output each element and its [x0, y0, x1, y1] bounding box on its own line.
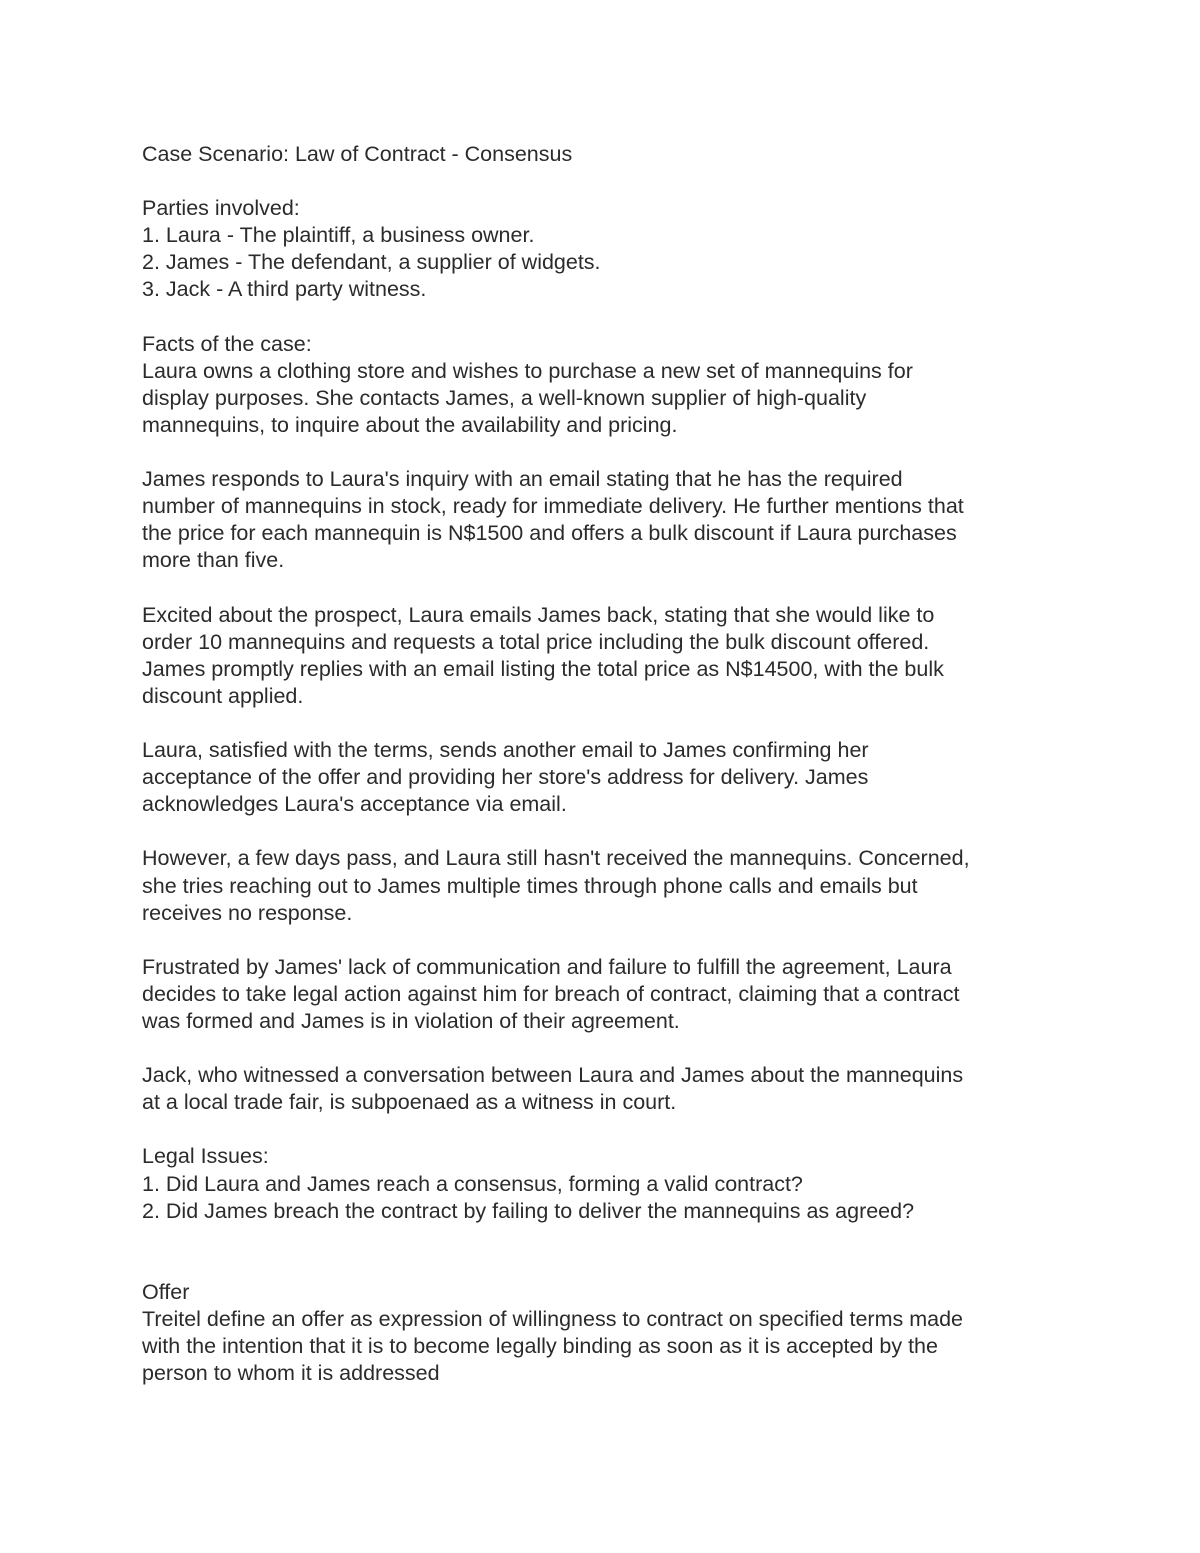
offer-section — [142, 1279, 1082, 1387]
facts-paragraph-6 — [142, 954, 1082, 1035]
paragraph-line: Frustrated by James' lack of communication and failure to fulfill the agreement, Laura — [142, 954, 952, 979]
paragraph-line: Laura, satisfied with the terms, sends another email to James confirming her — [142, 738, 869, 763]
paragraph-line: Excited about the prospect, Laura emails James back, stating that she would like to — [142, 602, 935, 627]
party-item: 2. James - The defendant, a supplier of widgets. — [142, 250, 601, 275]
facts-heading: Facts of the case: — [142, 331, 312, 356]
paragraph-line: she tries reaching out to James multiple times through phone calls and emails but — [142, 873, 918, 898]
paragraph-line: Treitel define an offer as expression of willingness to contract on specified terms made — [142, 1307, 963, 1332]
paragraph-line: at a local trade fair, is subpoenaed as a witness in court. — [142, 1090, 677, 1115]
paragraph-line: decides to take legal action against him for breach of contract, claiming that a contract — [142, 981, 960, 1006]
facts-paragraph-3 — [142, 602, 1082, 710]
facts-paragraph-1 — [142, 331, 1082, 439]
paragraph-line: more than five. — [142, 548, 285, 573]
paragraph-line: Jack, who witnessed a conversation between Laura and James about the mannequins — [142, 1063, 964, 1088]
paragraph-line: display purposes. She contacts James, a well-known supplier of high-quality — [142, 385, 867, 410]
facts-paragraph-2 — [142, 466, 1082, 574]
paragraph-line: the price for each mannequin is N$1500 and offers a bulk discount if Laura purchases — [142, 521, 957, 546]
paragraph-line: James promptly replies with an email listing the total price as N$14500, with the bulk — [142, 656, 944, 681]
paragraph-line: James responds to Laura's inquiry with an email stating that he has the required — [142, 467, 903, 492]
document-page — [142, 141, 1082, 1414]
document-title: Case Scenario: Law of Contract - Consensus — [142, 142, 573, 166]
party-item: 1. Laura - The plaintiff, a business owner. — [142, 223, 535, 248]
paragraph-line: However, a few days pass, and Laura still hasn't received the mannequins. Concerned, — [142, 846, 970, 871]
facts-paragraph-7 — [142, 1062, 1082, 1116]
paragraph-line: was formed and James is in violation of their agreement. — [142, 1009, 680, 1033]
paragraph-line: Laura owns a clothing store and wishes to purchase a new set of mannequins for — [142, 358, 913, 383]
legal-issues-heading: Legal Issues: — [142, 1144, 269, 1169]
facts-paragraph-4 — [142, 737, 1082, 818]
offer-heading: Offer — [142, 1279, 190, 1304]
paragraph-line: acceptance of the offer and providing her store's address for delivery. James — [142, 765, 869, 790]
document-title-block — [142, 141, 1082, 168]
paragraph-line: with the intention that it is to become legally binding as soon as it is accepted by the — [142, 1334, 938, 1359]
paragraph-line: person to whom it is addressed — [142, 1361, 440, 1386]
paragraph-line: order 10 mannequins and requests a total price including the bulk discount offered. — [142, 629, 930, 654]
paragraph-line: mannequins, to inquire about the availability and pricing. — [142, 412, 678, 437]
paragraph-line: number of mannequins in stock, ready for immediate delivery. He further mentions that — [142, 494, 964, 519]
parties-heading: Parties involved: — [142, 196, 300, 221]
legal-issues-section — [142, 1143, 1082, 1224]
parties-section — [142, 195, 1082, 303]
paragraph-line: acknowledges Laura's acceptance via email. — [142, 792, 567, 817]
facts-paragraph-5 — [142, 845, 1082, 926]
issue-item: 2. Did James breach the contract by failing to deliver the mannequins as agreed? — [142, 1198, 915, 1223]
party-item: 3. Jack - A third party witness. — [142, 277, 427, 302]
paragraph-line: discount applied. — [142, 683, 304, 708]
issue-item: 1. Did Laura and James reach a consensus, forming a valid contract? — [142, 1171, 803, 1196]
paragraph-line: receives no response. — [142, 900, 353, 925]
